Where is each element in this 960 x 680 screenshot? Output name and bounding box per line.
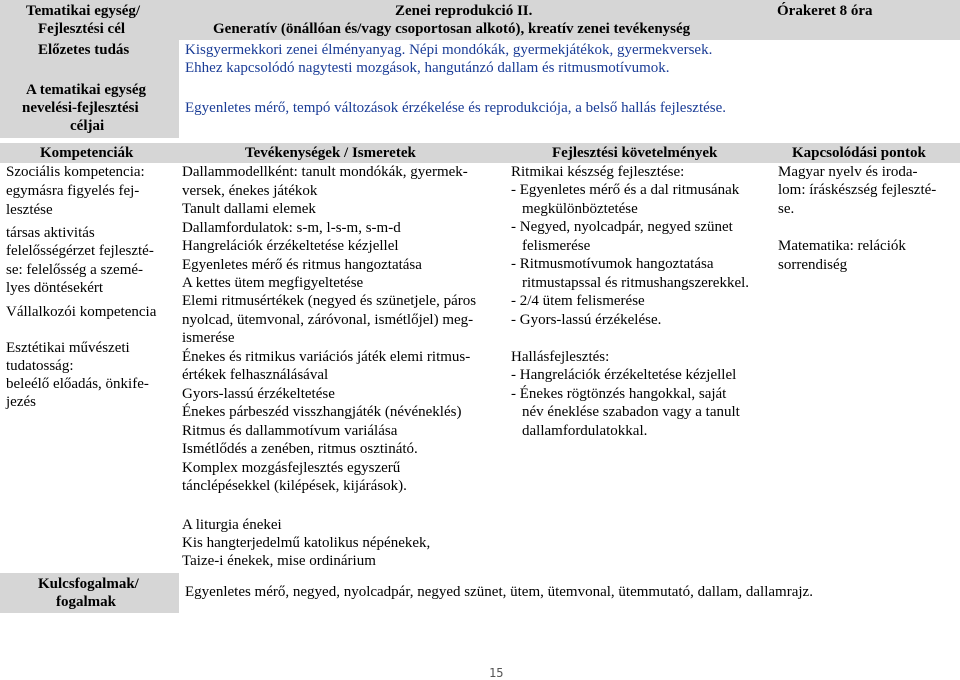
activity-line: Komplex mozgásfejlesztés egyszerű (182, 460, 401, 476)
activity-line: Ritmus és dallammotívum variálása (182, 423, 398, 439)
link-line: lom: íráskészség fejleszté- (778, 182, 937, 198)
competency-line: társas aktivitás (6, 225, 95, 241)
competency-line: Vállalkozói kompetencia (6, 304, 157, 320)
activity-line: Elemi ritmusértékek (negyed és szünetjele, páros (182, 293, 477, 309)
activity-line: értékek felhasználásával (182, 367, 329, 383)
unit-label: Tematikai egység/ (26, 3, 141, 19)
activity-line: Dallammodellként: tanult mondókák, gyermek- (182, 164, 468, 180)
unit-subtitle: Generatív (önállóan és/vagy csoportosan alkotó), kreatív zenei tevékenység (213, 21, 691, 37)
competency-line: beleélő előadás, önkife- (6, 376, 149, 392)
requirement-line: - Egyenletes mérő és a dal ritmusának (511, 182, 740, 198)
activity-line: Énekes és ritmikus variációs játék elemi ritmus- (182, 349, 471, 365)
requirement-line: - Énekes rögtönzés hangokkal, saját (511, 386, 727, 402)
activity-line: tánclépésekkel (kilépések, kijárások). (182, 478, 407, 494)
activity-line: Hangrelációk érzékeltetése kézjellel (182, 238, 399, 254)
liturgy-line: Kis hangterjedelmű katolikus népénekek, (182, 535, 431, 551)
keywords-label-1: Kulcsfogalmak/ (38, 576, 139, 592)
requirement-line: dallamfordulatokkal. (522, 423, 648, 439)
link-line: Magyar nyelv és iroda- (778, 164, 918, 180)
col-links: Kapcsolódási pontok (792, 145, 926, 161)
requirement-line: - Hangrelációk érzékeltetése kézjellel (511, 367, 737, 383)
competency-line: se: felelősség a szemé- (6, 262, 144, 278)
requirement-line: - Ritmusmotívumok hangoztatása (511, 256, 714, 272)
prior-text-1: Kisgyermekkori zenei élményanyag. Népi mondókák, gyermekjátékok, gyermekversek. (185, 42, 713, 58)
activity-line: Énekes párbeszéd visszhangjáték (névéneklés) (182, 404, 462, 420)
page-number: 15 (489, 666, 504, 680)
competency-line: egymásra figyelés fej- (6, 183, 140, 199)
prior-label: Előzetes tudás (38, 42, 130, 58)
competency-line: Esztétikai művészeti (6, 340, 130, 356)
requirement-line: név éneklése szabadon vagy a tanult (522, 404, 740, 420)
goal-label: Fejlesztési cél (38, 21, 126, 37)
col-requirements: Fejlesztési követelmények (552, 145, 718, 161)
keywords-text: Egyenletes mérő, negyed, nyolcadpár, negyed szünet, ütem, ütemvonal, ütemmutató, dallam, dallamrajz. (185, 584, 813, 600)
competency-line: jezés (6, 394, 36, 410)
goals-text: Egyenletes mérő, tempó változások érzékelése és reprodukciója, a belső hallás fejlesztése. (185, 100, 727, 116)
requirement-line: Ritmikai készség fejlesztése: (511, 164, 685, 180)
activity-line: versek, énekes játékok (182, 183, 318, 199)
activity-line: Dallamfordulatok: s-m, l-s-m, s-m-d (182, 220, 401, 236)
activity-line: Egyenletes mérő és ritmus hangoztatása (182, 257, 422, 273)
goals-label-1: A tematikai egység (26, 82, 146, 98)
requirement-line: megkülönböztetése (522, 201, 638, 217)
unit-title: Zenei reprodukció II. (395, 3, 533, 19)
activity-line: Ismétlődés a zenében, ritmus osztinátó. (182, 441, 418, 457)
activity-line: A kettes ütem megfigyeltetése (182, 275, 364, 291)
liturgy-line: A liturgia énekei (182, 517, 282, 533)
goals-label-2: nevelési-fejlesztési (22, 100, 139, 116)
link-line: sorrendiség (778, 257, 848, 273)
competency-line: tudatosság: (6, 358, 74, 374)
col-competencies: Kompetenciák (40, 145, 134, 161)
activity-line: ismerése (182, 330, 235, 346)
requirement-line: - Negyed, nyolcadpár, negyed szünet (511, 219, 733, 235)
link-line: Matematika: relációk (778, 238, 906, 254)
prior-text-2: Ehhez kapcsolódó nagytesti mozgások, hangutánzó dallam és ritmusmotívumok. (185, 60, 670, 76)
link-line: se. (778, 201, 795, 217)
requirement-line: felismerése (522, 238, 591, 254)
requirement-line: Hallásfejlesztés: (511, 349, 610, 365)
competency-line: lyes döntésekért (6, 280, 104, 296)
hours-frame: Órakeret 8 óra (777, 3, 873, 19)
goals-label-3: céljai (70, 118, 105, 134)
competency-line: lesztése (6, 202, 53, 218)
requirement-line: - Gyors-lassú érzékelése. (511, 312, 662, 328)
requirement-line: ritmustapssal és ritmushangszerekkel. (522, 275, 750, 291)
activity-line: Gyors-lassú érzékeltetése (182, 386, 335, 402)
competency-line: Szociális kompetencia: (6, 164, 145, 180)
activity-line: Tanult dallami elemek (182, 201, 316, 217)
keywords-label-2: fogalmak (56, 594, 116, 610)
requirement-line: - 2/4 ütem felismerése (511, 293, 645, 309)
liturgy-line: Taize-i énekek, mise ordinárium (182, 553, 376, 569)
col-activities: Tevékenységek / Ismeretek (245, 145, 416, 161)
activity-line: nyolcad, ütemvonal, záróvonal, ismétlőjel) meg- (182, 312, 474, 328)
competency-line: felelősségérzet fejleszté- (6, 243, 154, 259)
